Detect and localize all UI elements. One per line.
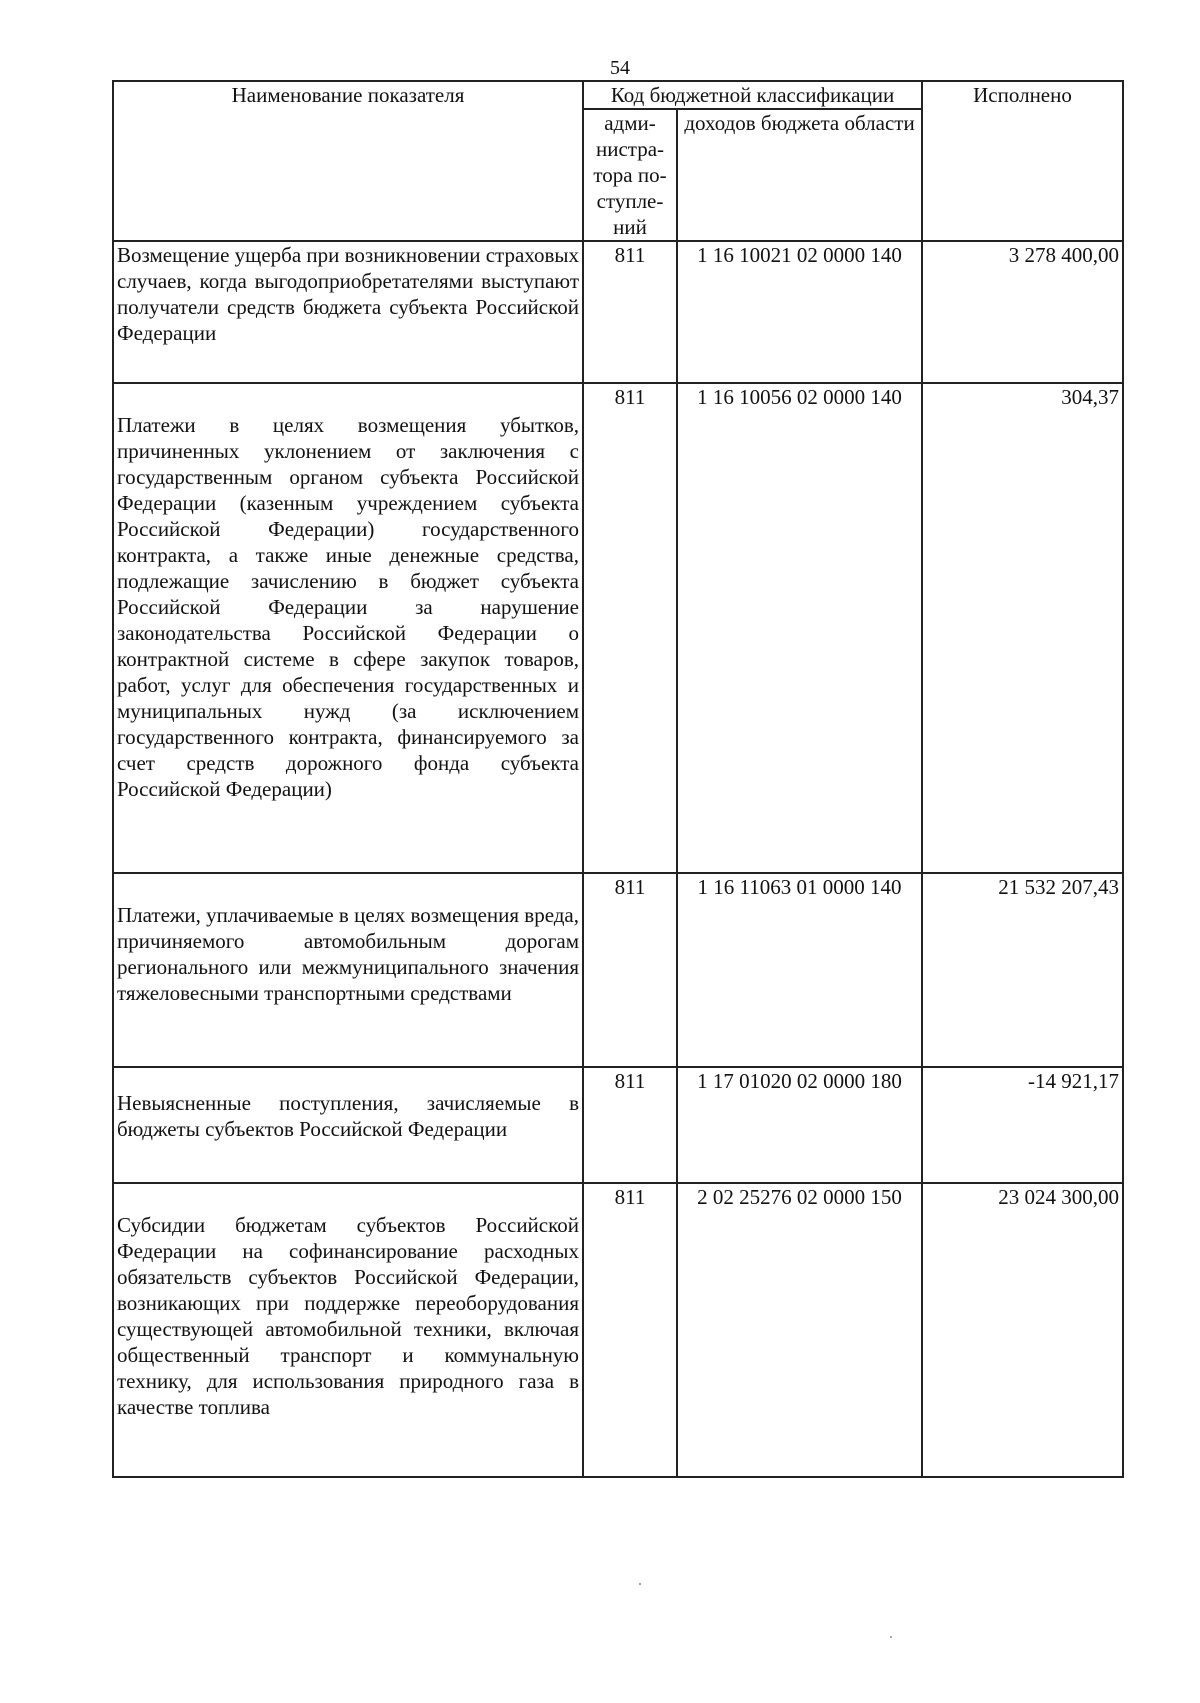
row-executed-amount: -14 921,17 [922, 1067, 1123, 1183]
scan-speck [890, 1636, 892, 1638]
row-admin-code: 811 [583, 241, 677, 383]
row-revenue-code: 1 16 11063 01 0000 140 [677, 873, 922, 1067]
header-admin-line-1: адми- [604, 111, 656, 135]
row-executed-amount: 23 024 300,00 [922, 1183, 1123, 1477]
row-admin-code: 811 [583, 1067, 677, 1183]
row-indicator-name: Платежи в целях возмещения убытков, причиненных уклонением от заключения с государственным органом субъекта Российской Федерации (казенным учреждением субъекта Российской Федерации) государственного контракта, а также иные денежные средства, подлежащие зачислению в бюджет субъекта Российской Федерации за нарушение законодательства Российской Федерации о контрактной системе в сфере закупок товаров, работ, услуг для обеспечения государственных и муниципальных нужд (за исключением государственного контракта, финансируемого за счет средств дорожного фонда субъекта Российской Федерации) [113, 383, 583, 873]
row-admin-code: 811 [583, 873, 677, 1067]
header-executed: Исполнено [922, 81, 1123, 241]
budget-revenue-table [112, 80, 1124, 1478]
row-indicator-name: Платежи, уплачиваемые в целях возмещения вреда, причиняемого автомобильным дорогам регионального или межмуниципального значения тяжеловесными транспортными средствами [113, 873, 583, 1067]
row-executed-amount: 3 278 400,00 [922, 241, 1123, 383]
row-indicator-name: Субсидии бюджетам субъектов Российской Федерации на софинансирование расходных обязательств субъектов Российской Федерации, возникающих при поддержке переоборудования существующей автомобильной техники, включая общественный транспорт и коммунальную технику, для использования природного газа в качестве топлива [113, 1183, 583, 1477]
row-admin-code: 811 [583, 383, 677, 873]
table-header-row [113, 81, 1123, 109]
header-admin-line-3: тора по- [593, 163, 667, 187]
row-executed-amount: 304,37 [922, 383, 1123, 873]
header-admin-line-4: ступле- [596, 189, 664, 213]
row-indicator-name: Невыясненные поступления, зачисляемые в бюджеты субъектов Российской Федерации [113, 1067, 583, 1183]
table-row [113, 241, 1123, 383]
row-admin-code: 811 [583, 1183, 677, 1477]
row-revenue-code: 2 02 25276 02 0000 150 [677, 1183, 922, 1477]
table-row [113, 383, 1123, 873]
row-revenue-code: 1 17 01020 02 0000 180 [677, 1067, 922, 1183]
header-regional-revenue: доходов бюджета области [677, 109, 922, 241]
header-admin-line-5: ний [613, 215, 647, 239]
row-revenue-code: 1 16 10056 02 0000 140 [677, 383, 922, 873]
row-indicator-name: Возмещение ущерба при возникновении страховых случаев, когда выгодоприобретателями выступают получатели средств бюджета субъекта Российской Федерации [113, 241, 583, 383]
row-executed-amount: 21 532 207,43 [922, 873, 1123, 1067]
scan-speck [639, 1583, 641, 1585]
header-revenue-administrator [583, 109, 677, 241]
header-indicator-name: Наименование показателя [113, 81, 583, 241]
table-row [113, 1183, 1123, 1477]
page-number: 54 [610, 57, 630, 79]
table-row [113, 1067, 1123, 1183]
header-budget-classification-code: Код бюджетной классификации [583, 81, 922, 109]
header-admin-line-2: нистра- [595, 137, 665, 161]
row-revenue-code: 1 16 10021 02 0000 140 [677, 241, 922, 383]
table-row [113, 873, 1123, 1067]
